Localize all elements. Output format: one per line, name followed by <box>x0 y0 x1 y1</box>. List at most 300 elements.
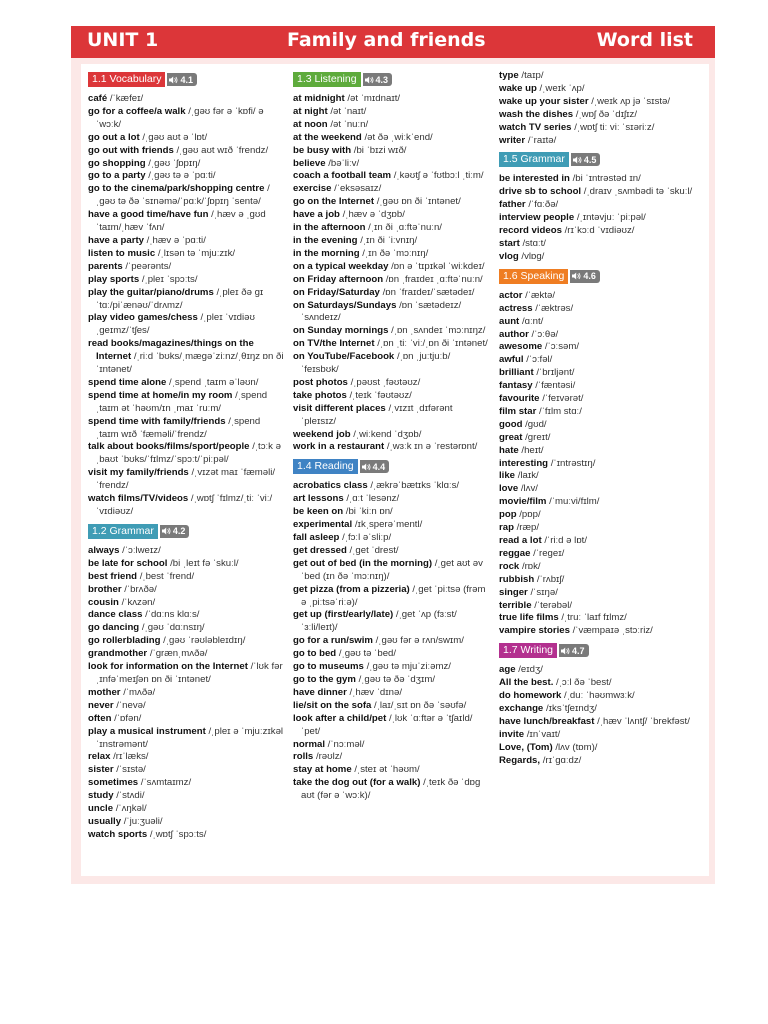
word-entry <box>88 764 284 777</box>
phonetic: /ˈpeərənts/ <box>125 260 172 272</box>
phonetic: /ˈɡrænˌmʌðə/ <box>149 648 208 660</box>
word: spend time at home/in my room <box>88 389 233 401</box>
audio-track-number: 4.6 <box>583 271 596 282</box>
word: Regards, <box>499 754 541 766</box>
word-entry <box>499 574 695 587</box>
word-entry <box>293 377 489 390</box>
word: experimental <box>293 519 353 531</box>
phonetic: /ˈeksəsaɪz/ <box>334 183 382 195</box>
phonetic: /ˌwɒtʃ ˈfɪlmz/ˌtiː ˈviː/ˈvɪdiəʊz/ <box>96 493 273 517</box>
word: acrobatics class <box>293 480 368 492</box>
word-entry <box>499 432 695 445</box>
phonetic: /ˌɡet aʊt əv ˈbed (ɪn ðə ˈmɔːnɪŋ)/ <box>301 557 483 582</box>
phonetic: /ˌɡəʊ fər ə rʌn/swɪm/ <box>375 635 464 647</box>
phonetic: /ˈɪntrəstɪŋ/ <box>550 457 596 469</box>
phonetic: /ˌɡet ˈpiːtsə (frəm ə ˌpiːtsəˈriːə)/ <box>301 583 486 608</box>
phonetic: /ˈfeɪvərət/ <box>542 393 584 405</box>
word: relax <box>88 751 111 763</box>
word: exercise <box>293 183 332 195</box>
word: sister <box>88 764 114 776</box>
word: writer <box>499 134 526 146</box>
phonetic: /ˌriːd ˈbʊks/ˌmæɡəˈziːnz/ˌθɪŋz ɒn ði ˈɪntənet/ <box>96 351 284 376</box>
word-entry <box>293 106 489 119</box>
word-entry <box>88 132 284 145</box>
section-title: 1.5 Grammar <box>499 152 569 167</box>
word: talk about books/films/sport/people <box>88 441 250 453</box>
word-entry <box>88 713 284 726</box>
phonetic: /ˌɡəʊ ˈdɑːnsɪŋ/ <box>141 622 205 634</box>
word: visit my family/friends <box>88 467 189 479</box>
phonetic: /ˈɔːlweɪz/ <box>122 544 161 556</box>
word: vampire stories <box>499 625 570 637</box>
audio-track-number: 4.1 <box>180 74 193 85</box>
word: lie/sit on the sofa <box>293 699 372 711</box>
section-title: 1.7 Writing <box>499 643 557 658</box>
word-entry <box>293 170 489 183</box>
phonetic: /ˈɔːθə/ <box>531 328 559 340</box>
word: brilliant <box>499 367 534 379</box>
word-entry <box>88 274 284 287</box>
word: aunt <box>499 315 520 327</box>
word: on YouTube/Facebook <box>293 351 395 363</box>
phonetic: /ˈfɑːðə/ <box>528 199 559 211</box>
word-entry <box>499 677 695 690</box>
phonetic: /ˌfɔːl əˈsliːp/ <box>342 532 392 543</box>
phonetic: /ˈmuːvi/fɪlm/ <box>549 496 600 508</box>
word-entry <box>499 470 695 483</box>
word-entry <box>499 367 695 380</box>
word: get out of bed (in the morning) <box>293 557 433 569</box>
word-entry <box>293 132 489 145</box>
word: mother <box>88 686 121 698</box>
phonetic: /ˌhæv ə ˌɡʊd ˈtaɪm/ˌhæv ˈfʌn/ <box>96 209 266 234</box>
word-entry <box>499 173 695 186</box>
word-entry <box>499 509 695 522</box>
phonetic: /ˈnɔːməl/ <box>327 738 365 750</box>
word-entry <box>293 248 489 261</box>
word-entry <box>499 251 695 264</box>
word-entry <box>88 390 284 416</box>
word: in the evening <box>293 234 358 246</box>
word-entry <box>293 274 489 287</box>
phonetic: /ˌpəʊst ˌfəʊtəʊz/ <box>350 376 421 388</box>
word: art lessons <box>293 493 344 505</box>
column-1 <box>88 70 284 842</box>
word: hate <box>499 444 519 456</box>
unit-title: Family and friends <box>287 29 486 51</box>
word-entry <box>499 96 695 109</box>
phonetic: /ˈterəbəl/ <box>534 599 573 611</box>
word-entry <box>293 222 489 235</box>
word-entry <box>88 751 284 764</box>
section-title: 1.3 Listening <box>293 72 361 87</box>
word-entry <box>499 703 695 716</box>
word-entry <box>88 648 284 661</box>
word-entry <box>293 351 489 377</box>
word: go dancing <box>88 622 140 634</box>
word-entry <box>499 561 695 574</box>
word-entry <box>293 584 489 610</box>
word: actor <box>499 289 523 301</box>
speaker-icon <box>362 463 371 471</box>
phonetic: /ˈnevə/ <box>116 699 146 711</box>
page-header <box>71 26 715 58</box>
word: post photos <box>293 376 348 388</box>
word-entry <box>88 726 284 752</box>
word-list-page <box>71 26 715 884</box>
word-entry <box>88 777 284 790</box>
word-entry <box>293 145 489 158</box>
phonetic: /ɡʊd/ <box>525 418 547 430</box>
phonetic: /ˈlʊk fər ˌɪnfəˈmeɪʃən ɒn ði ˈɪntənet/ <box>96 661 283 685</box>
phonetic: /ˈdɑːns klɑːs/ <box>145 609 200 621</box>
phonetic: /ɒn ˈfraɪdeɪ/ˈsætədeɪ/ <box>382 286 475 298</box>
word-entry <box>499 109 695 122</box>
word: wash the dishes <box>499 108 574 120</box>
word-entry <box>88 312 284 338</box>
phonetic: /ɒn ˈsætədeɪz/ ˈsʌndeɪz/ <box>301 299 462 324</box>
word: exchange <box>499 702 544 714</box>
word: normal <box>293 738 325 750</box>
word-entry <box>499 625 695 638</box>
phonetic: /ˈbrʌðə/ <box>124 583 157 595</box>
section-header <box>88 524 284 539</box>
phonetic: /ət ðə ˌwiːkˈend/ <box>364 131 433 143</box>
phonetic: /pɒp/ <box>519 509 541 521</box>
word: play video games/chess <box>88 312 198 324</box>
word: on Saturdays/Sundays <box>293 299 397 311</box>
speaker-icon <box>561 647 570 655</box>
word-entry <box>499 212 695 225</box>
word: go for a run/swim <box>293 635 373 647</box>
word-entry <box>499 393 695 406</box>
word-entry <box>499 341 695 354</box>
phonetic: /ət ˈnaɪt/ <box>330 105 367 117</box>
audio-track-badge <box>570 270 600 283</box>
word: invite <box>499 728 525 740</box>
phonetic: /ˌɡəʊ tə mjuˈziːəmz/ <box>366 661 451 673</box>
word-entry <box>293 261 489 274</box>
word-entry <box>293 661 489 674</box>
word: spend time alone <box>88 376 167 388</box>
phonetic: /ˌduː ˈhəʊmwɜːk/ <box>564 690 635 702</box>
phonetic: /ˌspend ˌtaɪm ət ˈhəʊm/ɪn ˌmaɪ ˈruːm/ <box>96 389 268 414</box>
phonetic: /bəˈliːv/ <box>328 157 360 169</box>
word: always <box>88 544 120 556</box>
section-header <box>293 459 489 474</box>
word-entry <box>88 571 284 584</box>
phonetic: /ˌɡəʊ fər ə ˈkɒfi/ ə ˈwɔːk/ <box>96 105 264 130</box>
phonetic: /ˌtruː ˈlaɪf fɪlmz/ <box>561 612 627 624</box>
section-header <box>499 269 695 284</box>
word-entry <box>499 238 695 251</box>
word-entry <box>88 209 284 235</box>
word: dance class <box>88 609 143 621</box>
phonetic: /ˌɡəʊ tə ðə ˈdʒɪm/ <box>358 673 436 685</box>
word-entry <box>293 764 489 777</box>
phonetic: /lʌv (tɒm)/ <box>555 741 598 753</box>
word: singer <box>499 586 528 598</box>
phonetic: /ˈmʌðə/ <box>123 686 156 698</box>
phonetic: /ˌɑːt ˈlesənz/ <box>346 493 400 505</box>
word: awful <box>499 354 524 366</box>
word: wake up your sister <box>499 95 589 107</box>
word: All the best. <box>499 677 554 689</box>
section-header <box>88 72 284 87</box>
phonetic: /ˌvɪzət maɪ ˈfæməli/ˈfrendz/ <box>96 467 276 492</box>
phonetic: /ˌɡəʊ ɒn ði ˈɪntənet/ <box>376 196 461 208</box>
phonetic: /ˌɪn ði ˈiːvnɪŋ/ <box>360 234 418 246</box>
word: at midnight <box>293 93 345 104</box>
phonetic: /ˌdraɪv ˌsʌmbədi tə ˈskuːl/ <box>583 186 693 198</box>
word-entry <box>293 300 489 326</box>
word: awesome <box>499 341 543 353</box>
word-entry <box>88 609 284 622</box>
audio-track-number: 4.3 <box>375 74 389 85</box>
word: good <box>499 418 523 430</box>
phonetic: /ˌpleɪ ˈvɪdiəʊ ˌɡeɪmz/ˈtʃes/ <box>96 312 255 337</box>
word: go to bed <box>293 648 337 660</box>
word: go shopping <box>88 157 146 169</box>
word-entry <box>499 587 695 600</box>
word: interview people <box>499 212 575 224</box>
word: wake up <box>499 82 537 94</box>
phonetic: /ˌɡəʊ aʊt ə ˈlɒt/ <box>142 131 208 143</box>
audio-track-badge <box>160 525 190 538</box>
word-entry <box>88 416 284 442</box>
word: have a job <box>293 209 340 221</box>
word-entry <box>499 316 695 329</box>
word-entry <box>293 519 489 532</box>
word-entry <box>499 458 695 471</box>
word-entry <box>88 493 284 519</box>
word-entry <box>293 287 489 300</box>
phonetic: /ˌvɪzɪt ˌdɪfərənt ˈpleɪsɪz/ <box>301 402 453 427</box>
phonetic: /ˌtɔːk əˌbaʊt ˈbʊks/ˈfɪlmz/ˈspɔːt/ˈpiːpəl/ <box>96 441 281 466</box>
phonetic: /ˌspend ˌtaɪm əˈləʊn/ <box>169 376 259 388</box>
phonetic: /ˌweɪk ˈʌp/ <box>539 82 585 94</box>
word: brother <box>88 583 122 595</box>
word: at night <box>293 105 328 117</box>
section-title: 1.2 Grammar <box>88 524 158 539</box>
word: study <box>88 790 114 802</box>
word-entry <box>499 729 695 742</box>
word: author <box>499 328 529 340</box>
word: be interested in <box>499 173 570 185</box>
phonetic: /ˌɪntəvjuː ˈpiːpəl/ <box>576 212 646 224</box>
word-entry <box>293 493 489 506</box>
word: be late for school <box>88 557 168 569</box>
phonetic: /ˌbest ˈfrend/ <box>139 570 195 582</box>
phonetic: /ˌhæv ə ˈdʒɒb/ <box>342 209 405 221</box>
word: get dressed <box>293 544 347 556</box>
word: go rollerblading <box>88 635 161 647</box>
phonetic: /laɪk/ <box>517 470 539 482</box>
phonetic: /bi ˈkiːn ɒn/ <box>345 506 393 518</box>
word-entry <box>88 158 284 171</box>
phonetic: /ˌsteɪ ət ˈhəʊm/ <box>354 764 420 776</box>
section-title: 1.6 Speaking <box>499 269 568 284</box>
word-entry <box>293 325 489 338</box>
word-entry <box>88 106 284 132</box>
word: look after a child/pet <box>293 712 387 724</box>
word-entry <box>499 122 695 135</box>
word: movie/film <box>499 496 547 508</box>
word: get up (first/early/late) <box>293 609 394 621</box>
word: go to museums <box>293 661 364 673</box>
word-entry <box>499 716 695 729</box>
phonetic: /ˌɡet ˈdrest/ <box>349 544 399 556</box>
word-entry <box>88 597 284 610</box>
phonetic: /ˌteɪk ˈfəʊtəʊz/ <box>349 389 412 401</box>
word: father <box>499 199 526 211</box>
word: work in a restaurant <box>293 441 385 453</box>
word-entry <box>293 480 489 493</box>
word: rubbish <box>499 573 535 585</box>
word: terrible <box>499 599 532 611</box>
audio-track-badge <box>360 460 390 473</box>
word: rolls <box>293 751 314 763</box>
word: fantasy <box>499 380 533 392</box>
word-entry <box>499 445 695 458</box>
word-entry <box>499 522 695 535</box>
phonetic: /ˈɒfən/ <box>114 712 142 724</box>
word-entry <box>293 674 489 687</box>
word: uncle <box>88 803 114 815</box>
phonetic: /ˈrʌbɪʃ/ <box>536 573 565 585</box>
column-2 <box>293 70 489 803</box>
word-entry <box>88 622 284 635</box>
word-entry <box>499 186 695 199</box>
phonetic: /vlɒɡ/ <box>521 250 545 262</box>
phonetic: /ˌweɪk ʌp jə ˈsɪstə/ <box>591 95 671 107</box>
speaker-icon <box>162 527 171 535</box>
phonetic: /ˌækrəˈbætɪks ˈklɑːs/ <box>370 480 460 492</box>
word: play a musical instrument <box>88 725 206 737</box>
phonetic: /ˈbrɪljənt/ <box>536 367 575 379</box>
word: do homework <box>499 690 562 702</box>
audio-track-badge <box>559 644 589 657</box>
word-entry <box>293 648 489 661</box>
word: fall asleep <box>293 532 340 543</box>
word: age <box>499 664 516 676</box>
phonetic: /ˈkʌzən/ <box>121 596 156 608</box>
word-entry <box>499 83 695 96</box>
phonetic: /stɑːt/ <box>522 237 546 249</box>
phonetic: /taɪp/ <box>521 70 544 81</box>
word: go to the cinema/park/shopping centre <box>88 183 265 195</box>
word: take the dog out (for a walk) <box>293 777 421 789</box>
word-entry <box>293 158 489 171</box>
word-entry <box>88 261 284 274</box>
phonetic: /ˌkəʊtʃ ə ˈfʊtbɔːl ˌtiːm/ <box>393 170 484 182</box>
phonetic: /ˌlaɪ/ˌsɪt ɒn ðə ˈsəʊfə/ <box>374 699 467 711</box>
phonetic: /ˈreɡeɪ/ <box>533 547 565 559</box>
phonetic: /ˌlʊk ˈɑːftər ə ˈtʃaɪld/ˈpet/ <box>301 712 473 737</box>
word: have dinner <box>293 686 347 698</box>
word: café <box>88 93 108 104</box>
word-entry <box>293 687 489 700</box>
word-entry <box>293 403 489 429</box>
word: play sports <box>88 273 140 285</box>
word: have lunch/breakfast <box>499 715 595 727</box>
word-entry <box>293 713 489 739</box>
word: great <box>499 431 523 443</box>
word-entry <box>293 209 489 222</box>
phonetic: /ˌɡəʊ tə ˈbed/ <box>338 648 397 660</box>
word-entry <box>499 664 695 677</box>
word: on Friday/Saturday <box>293 286 380 298</box>
word: film star <box>499 405 537 417</box>
word: believe <box>293 157 326 169</box>
word-entry <box>88 584 284 597</box>
phonetic: /ˌteɪk ðə ˈdɒɡ aʊt (fər ə ˈwɔːk)/ <box>301 777 481 802</box>
phonetic: /ɪksˈtʃeɪndʒ/ <box>545 702 597 714</box>
word-entry <box>88 790 284 803</box>
phonetic: /ˈvæmpaɪə ˌstɔːriz/ <box>572 625 653 637</box>
phonetic: /ˈraɪtə/ <box>527 134 557 146</box>
word-entry <box>293 429 489 442</box>
word-entry <box>88 338 284 377</box>
phonetic: /bi ˈbɪzi wɪð/ <box>353 144 407 156</box>
word-entry <box>88 803 284 816</box>
phonetic: /ɪnˈvaɪt/ <box>526 728 561 740</box>
phonetic: /ˌspend ˌtaɪm wɪð ˈfæməli/ˈfrendz/ <box>96 415 261 440</box>
word: get pizza (from a pizzeria) <box>293 583 410 595</box>
word: go out with friends <box>88 144 174 156</box>
word: at the weekend <box>293 131 362 143</box>
phonetic: /ˌhæv ˈdɪnə/ <box>349 686 403 698</box>
phonetic: /ˈkæfeɪ/ <box>109 93 144 104</box>
phonetic: /ɑːnt/ <box>521 315 544 327</box>
word-entry <box>88 377 284 390</box>
word: on a typical weekday <box>293 260 389 272</box>
word: parents <box>88 260 123 272</box>
word: watch TV series <box>499 121 572 133</box>
word-entry <box>499 329 695 342</box>
phonetic: /lʌv/ <box>520 483 538 495</box>
column-3 <box>499 70 695 768</box>
word: in the morning <box>293 247 360 259</box>
word: play the guitar/piano/drums <box>88 286 214 298</box>
phonetic: /ræp/ <box>516 522 540 534</box>
word: go to a party <box>88 170 146 182</box>
phonetic: /ˌhæv ə ˈpɑːti/ <box>146 234 206 246</box>
word: have a good time/have fun <box>88 209 209 221</box>
word: often <box>88 712 112 724</box>
phonetic: /ˌɪn ðə ˈmɔːnɪŋ/ <box>362 247 429 259</box>
phonetic: /ˌɒn ˌsʌndeɪ ˈmɔːnɪŋz/ <box>391 325 486 337</box>
audio-track-number: 4.4 <box>372 461 386 472</box>
word: cousin <box>88 596 119 608</box>
word-entry <box>293 338 489 351</box>
section-title: 1.1 Vocabulary <box>88 72 165 87</box>
word-entry <box>88 170 284 183</box>
word: actress <box>499 302 533 314</box>
word-entry <box>293 93 489 106</box>
word: rap <box>499 522 514 534</box>
word: on Friday afternoon <box>293 273 384 285</box>
word-entry <box>499 380 695 393</box>
word-entry <box>293 506 489 519</box>
audio-track-badge <box>363 73 393 86</box>
word-entry <box>88 687 284 700</box>
speaker-icon <box>365 76 374 84</box>
word-entry <box>88 93 284 106</box>
word-entry <box>88 145 284 158</box>
phonetic: /ˈstʌdi/ <box>116 790 145 802</box>
word-entry <box>499 600 695 613</box>
